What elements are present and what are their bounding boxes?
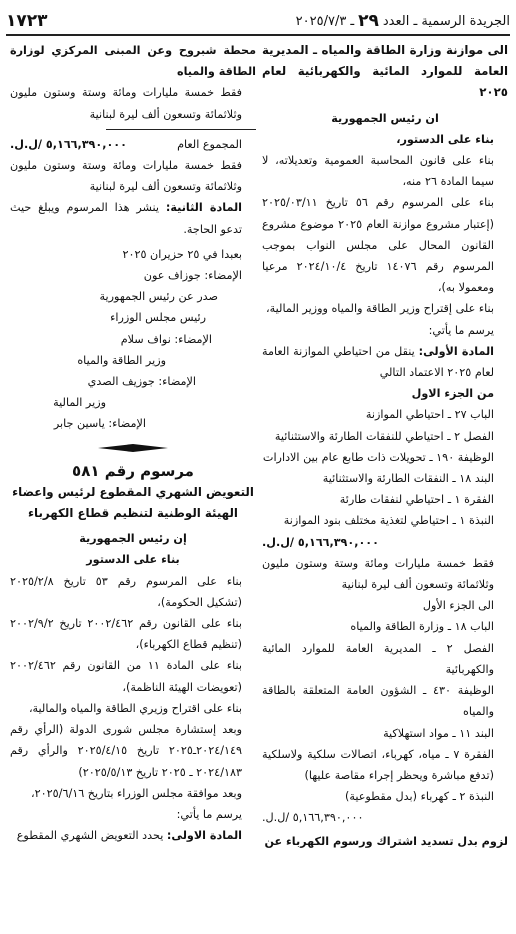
amount-words-2: فقط خمسة مليارات ومائة وستة وستون مليون وثلاثمائة وتسعون ألف ليرة لبنانية xyxy=(10,86,242,121)
right-column xyxy=(262,40,508,852)
baabda-date: بعبدا في ٢٥ حزيران ٢٠٢٥ xyxy=(122,247,242,261)
to-part: الى الجزء الأول xyxy=(422,599,494,613)
decrees-line-2: يرسم ما يأتي: xyxy=(176,807,242,821)
decree-number: مرسوم رقم ٥٨١ xyxy=(72,461,194,480)
energy-minister-title: وزير الطاقة والمياه xyxy=(77,353,166,367)
article1b-text: يحدد التعويض الشهري المقطوع xyxy=(16,829,164,843)
article2-text: ينشر هذا المرسوم ويبلغ حيث تدعو الحاجة. xyxy=(10,201,242,236)
journal-header-text: الجريدة الرسمية ـ العدد ٢٩ ـ ٢٠٢٥/٧/٣ xyxy=(295,11,510,31)
function-190: الوظيفة ١٩٠ ـ تحويلات ذات طابع عام بين الادارات xyxy=(262,450,494,464)
page-header xyxy=(6,8,510,36)
issue-date: ٢٠٢٥/٧/٣ xyxy=(295,13,347,29)
decree-heading: التعويض الشهري المقطوع لرئيس واعضاء الهيئة الوطنية لتنظيم قطاع الكهرباء xyxy=(12,484,254,521)
item-11: البند ١١ ـ مواد استهلاكية xyxy=(383,726,494,740)
president-signature: الإمضاء: جوزاف عون xyxy=(143,269,242,283)
clause-2: النبذة ٢ ـ كهرباء (بدل مقطوعية) xyxy=(344,790,494,804)
clause-1: النبذة ١ ـ احتياطي لتغذية مختلف بنود الموازنة xyxy=(283,514,494,528)
decrees-line: يرسم ما يأتي: xyxy=(428,323,494,337)
page-number: ١٧٢٣ xyxy=(6,11,48,31)
finance-minister-signature: الإمضاء: ياسين جابر xyxy=(53,417,146,431)
amount-2: ٥,١٦٦,٣٩٠,٠٠٠ /ل.ل. xyxy=(262,811,364,825)
finance-minister-title: وزير المالية xyxy=(53,396,106,410)
preamble-b4: بناء على اقتراح وزيري الطاقة والمياه والمالية، xyxy=(28,701,242,715)
article1-text: ينقل من احتياطي الموازنة العامة لعام ٢٠٢٥ الاعتماد التالي xyxy=(262,344,494,380)
section-2b: الفصل ٢ ـ المديرية العامة للموارد المائية والكهربائية xyxy=(262,641,494,676)
total-amount: ٥,١٦٦,٣٩٠,٠٠٠ /ل.ل. xyxy=(10,137,127,151)
president-line-2: إن رئيس الجمهورية xyxy=(79,532,187,546)
amount-words-3: فقط خمسة مليارات ومائة وستة وستون مليون وثلاثمائة وتسعون ألف ليرة لبنانية xyxy=(10,159,242,194)
continued-title: محطة شبروح وعن المبنى المركزي لوزارة الطاقة والمياه xyxy=(10,44,256,79)
article2-label: المادة الثانية: xyxy=(165,201,242,215)
function-430: الوظيفة ٤٣٠ ـ الشؤون العامة المتعلقة بالطاقة والمياه xyxy=(262,684,495,719)
pm-title: رئيس مجلس الوزراء xyxy=(110,311,206,325)
preamble-2: بناء على المرسوم رقم ٥٦ تاريخ ٢٠٢٥/٠٣/١١ (إعتبار مشروع موازنة العام ٢٠٢٥ موضوع مشروع القانون المحال على مجلس النواب بموجب المرسوم رقم ١٤٠٧٦ تاريخ ٢٠٢٤/١٠/٤ مرعيا ومعمولا به)، xyxy=(262,196,495,295)
article1-label: المادة الأولى: xyxy=(418,344,494,358)
amount-words-1: فقط خمسة مليارات ومائة وستة وستون مليون وثلاثمائة وتسعون ألف ليرة لبنانية xyxy=(262,556,494,592)
pm-signature: الإمضاء: نواف سلام xyxy=(120,332,212,346)
president-line: ان رئيس الجمهورية xyxy=(331,111,439,125)
article1b-label: المادة الاولى: xyxy=(166,829,242,843)
issued-by: صدر عن رئيس الجمهورية xyxy=(99,290,218,304)
issue-number: ٢٩ xyxy=(358,11,379,31)
from-part: من الجزء الاول xyxy=(411,387,494,401)
constitution-line-2: بناء على الدستور xyxy=(86,553,180,567)
decree-title-cont: الى موازنة وزارة الطاقة والمياه ـ المديرية العامة للموارد المائية والكهربائية لعام ٢٠٢٥ xyxy=(262,43,508,100)
chapter-27: الباب ٢٧ ـ احتياطي الموازنة xyxy=(365,408,494,422)
total-label: المجموع العام xyxy=(177,137,242,151)
section-divider xyxy=(98,443,168,453)
preamble-3: بناء على إقتراح وزير الطاقة والمياه ووزير المالية، xyxy=(266,302,494,316)
paragraph-7: الفقرة ٧ ـ مياه، كهرباء، اتصالات سلكية ولاسلكية (تدفع مباشرة ويحظر إجراء مقاصة عليها) xyxy=(262,747,494,782)
journal-title: الجريدة الرسمية ـ العدد xyxy=(382,13,510,29)
preamble-b2: بناء على القانون رقم ٢٠٠٢/٤٦٢ تاريخ ٢٠٠٢/٩/٢ (تنظيم قطاع الكهرباء)، xyxy=(10,617,242,652)
chapter-18: الباب ١٨ ـ وزارة الطاقة والمياه xyxy=(350,620,494,634)
left-column xyxy=(10,40,256,846)
paragraph-1: الفقرة ١ ـ احتياطي لنفقات طارئة xyxy=(339,493,494,507)
next-title: لزوم بدل تسديد اشتراك ورسوم الكهرباء عن xyxy=(264,834,508,848)
section-2: الفصل ٢ ـ احتياطي للنفقات الطارئة والاستثنائية xyxy=(274,429,494,443)
preamble-1: بناء على قانون المحاسبة العمومية وتعديلاته، لا سيما المادة ٢٦ منه، xyxy=(262,154,494,189)
item-18: البند ١٨ ـ النفقات الطارئة والاستثنائية xyxy=(322,472,494,486)
amount-1: ٥,١٦٦,٣٩٠,٠٠٠ /ل.ل. xyxy=(262,535,379,549)
preamble-b3: بناء على المادة ١١ من القانون رقم ٢٠٠٢/٤٦٢ (تعويضات الهيئة الناظمة)، xyxy=(10,659,242,694)
preamble-b5: وبعد إستشارة مجلس شورى الدولة (الرأي رقم ٢٠٢٤/١٤٩ـ٢٠٢٥ تاريخ ٢٠٢٥/٤/١٥ والرأي رقم ٢٠٢٤/١٨٣ ـ ٢٠٢٥ تاريخ ٢٠٢٥/٥/١٣) xyxy=(10,723,243,779)
preamble-b1: بناء على المرسوم رقم ٥٣ تاريخ ٢٠٢٥/٢/٨ (تشكيل الحكومة)، xyxy=(10,574,242,609)
separator-rule xyxy=(106,129,256,130)
energy-minister-signature: الإمضاء: جوزيف الصدي xyxy=(87,375,196,389)
constitution-line: بناء على الدستور، xyxy=(396,132,494,146)
preamble-b6: وبعد موافقة مجلس الوزراء بتاريخ ٢٠٢٥/٦/١٦، xyxy=(31,786,242,800)
